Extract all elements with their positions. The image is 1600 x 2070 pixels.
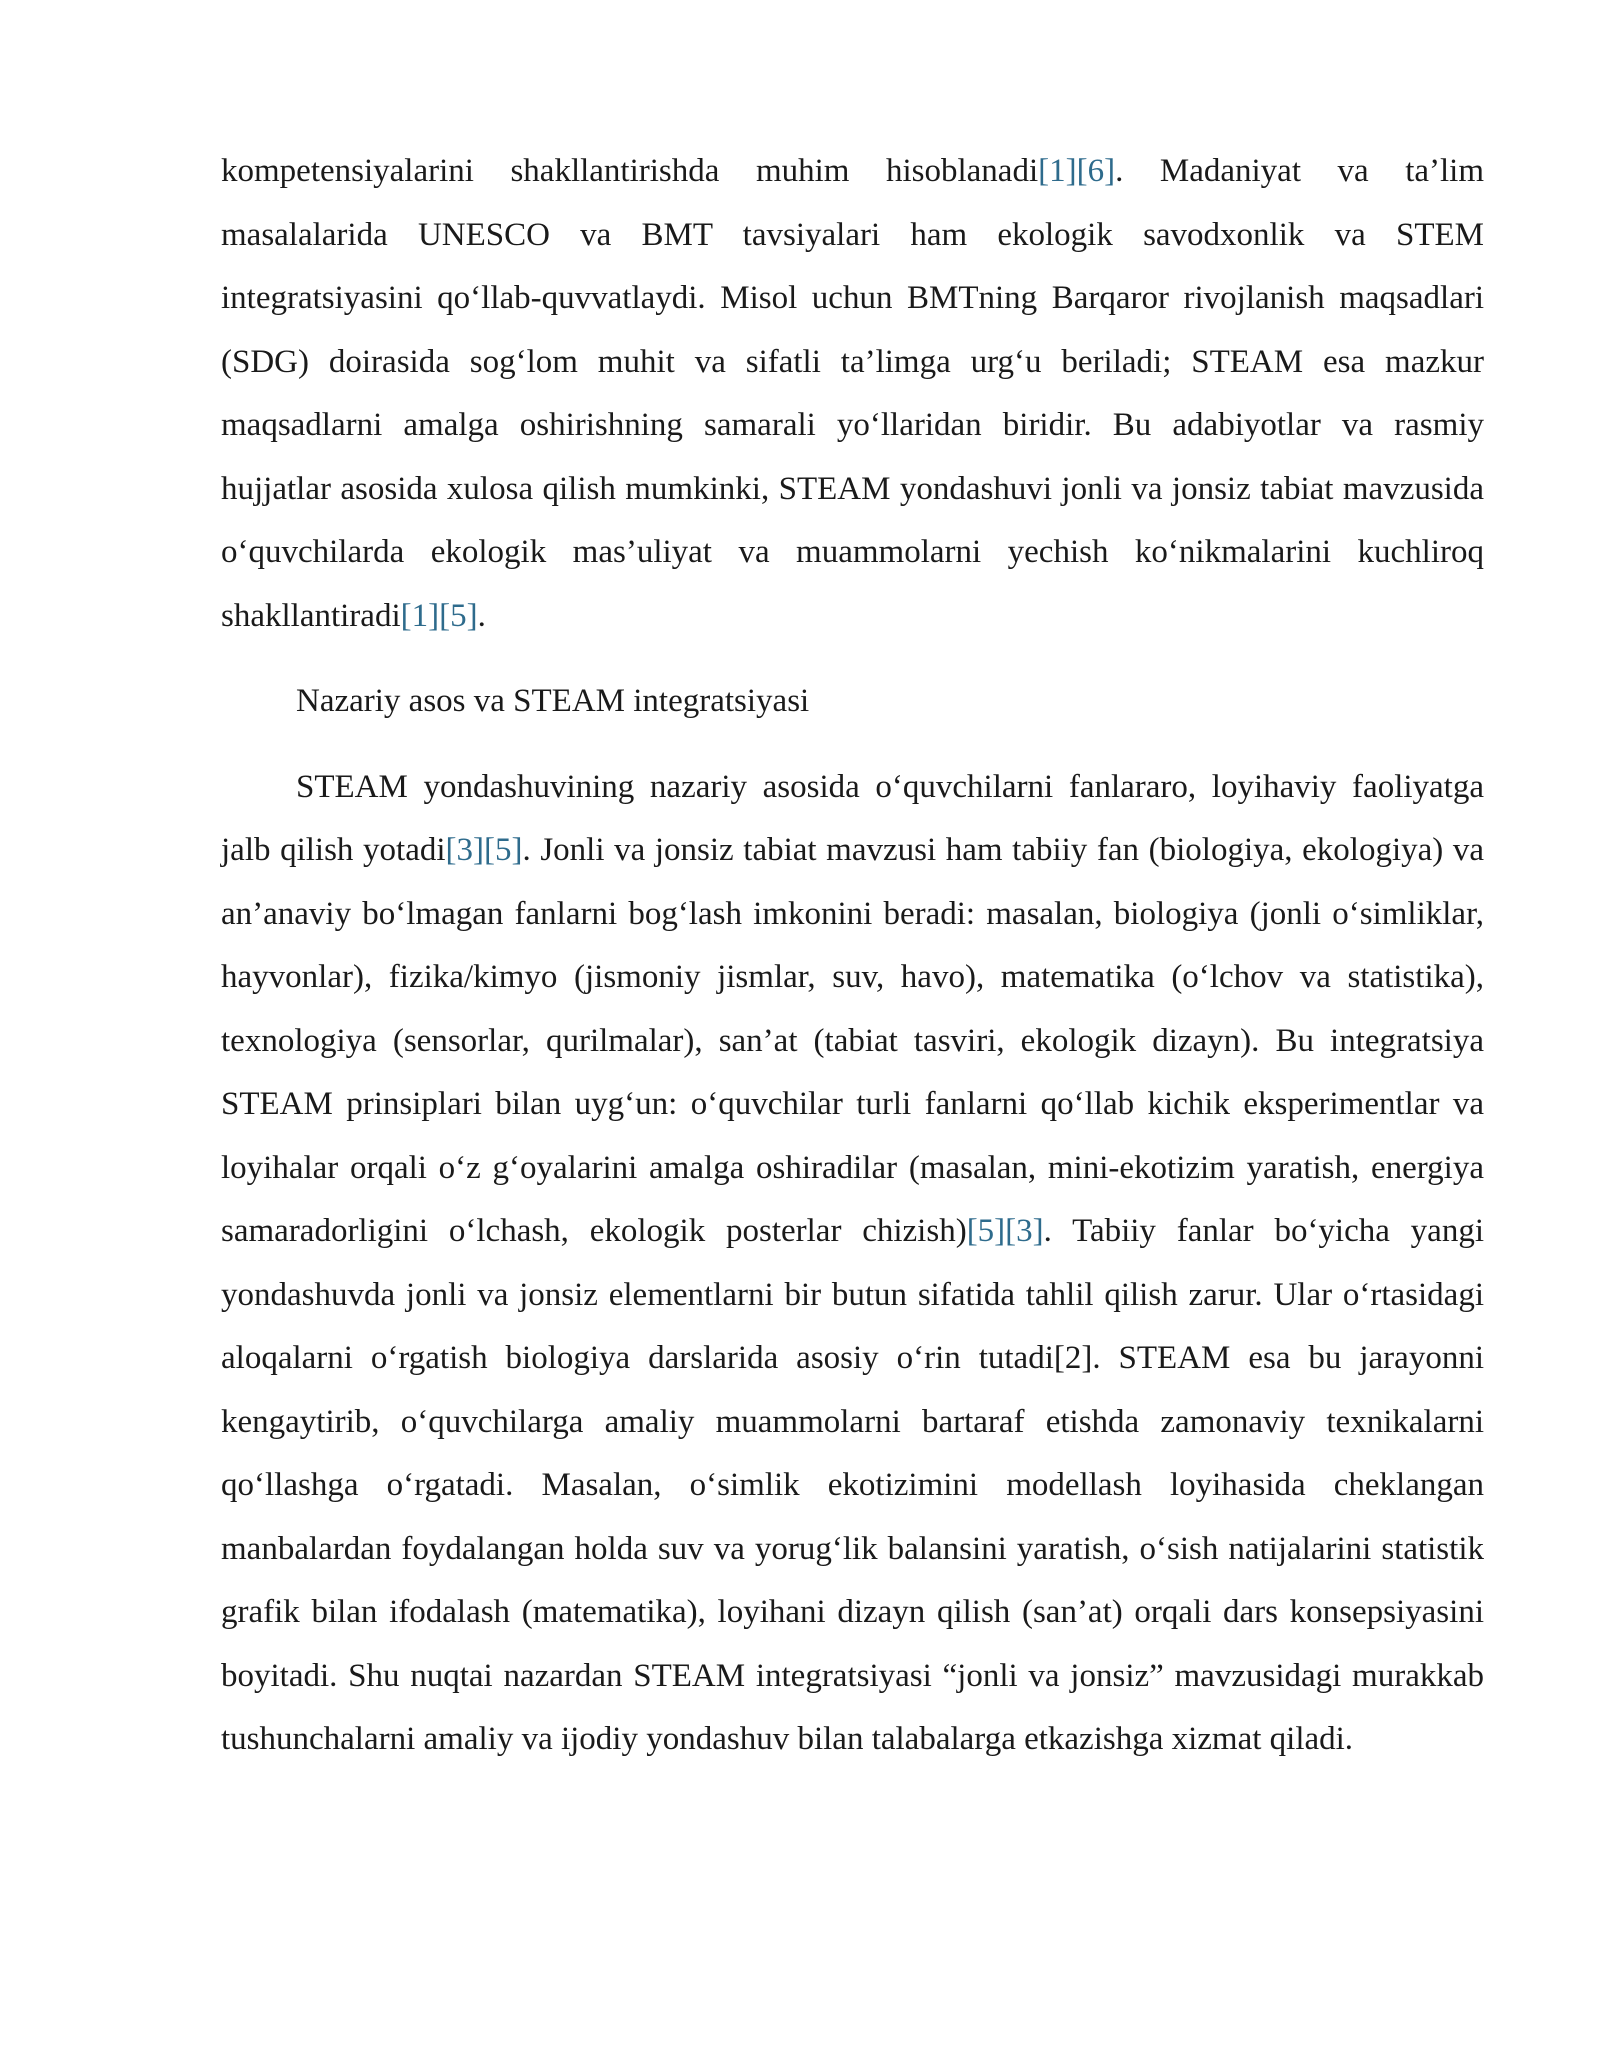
citation-link[interactable]: [3][5] [445, 832, 523, 868]
body-paragraph-1 [221, 140, 1484, 648]
section-heading: Nazariy asos va STEAM integratsiyasi [296, 683, 810, 719]
citation-link[interactable]: [1][5] [400, 597, 478, 634]
paragraph-text: . Tabiiy fanlar bo‘yicha yangi yondashuvda jonli va jonsiz elementlarni bir butun sifatida tahlil qilish zarur. Ular o‘rtasidagi aloqalarni o‘rgatish biologiya darslarida asosiy o‘rin tutadi[2]. STEAM esa bu jarayonni kengaytirib, o‘quvchilarga amaliy muammolarni bartaraf etishda zamonaviy texnikalarni qo‘llashga o‘rgatadi. Masalan, o‘simlik ekotizimini modellash loyihasida cheklangan manbalardan foydalangan holda suv va yorug‘lik balansini yaratish, o‘sish natijalarini statistik grafik bilan ifodalash (matematika), loyihani dizayn qilish (san’at) orqali dars konsepsiyasini boyitadi. Shu nuqtai nazardan STEAM integratsiyasi “jonli va jonsiz” mavzusidagi murakkab tushunchalarni amaliy va ijodiy yondashuv bilan talabalarga etkazishga xizmat qiladi. [221, 1213, 1484, 1757]
citation-link[interactable]: [1][6] [1038, 153, 1116, 189]
citation-link[interactable]: [5][3] [966, 1213, 1044, 1249]
paragraph-text: . Madaniyat va ta’lim masalalarida UNESCO va BMT tavsiyalari ham ekologik savodxonlik va STEM integratsiyasini qo‘llab-quvvatlaydi. Misol uchun BMTning Barqaror rivojlanish maqsadlari (SDG) doirasida sog‘lom muhit va sifatli ta’limga urg‘u beriladi; STEAM esa mazkur maqsadlarni amalga oshirishning samarali yo‘llaridan biridir. Bu adabiyotlar va rasmiy hujjatlar asosida xulosa qilish mumkinki, STEAM yondashuvi jonli va jonsiz tabiat mavzusida o‘quvchilarda ekologik mas’uliyat va muammolarni yechish ko‘nikmalarini kuchliroq shakllantiradi [221, 153, 1484, 634]
document-page [221, 140, 1484, 1772]
paragraph-text: . [477, 597, 486, 634]
body-paragraph-2 [221, 756, 1484, 1772]
paragraph-text: . Jonli va jonsiz tabiat mavzusi ham tabiiy fan (biologiya, ekologiya) va an’anaviy bo‘lmagan fanlarni bog‘lash imkonini beradi: masalan, biologiya (jonli o‘simliklar, hayvonlar), fizika/kimyo (jismoniy jismlar, suv, havo), matematika (o‘lchov va statistika), texnologiya (sensorlar, qurilmalar), san’at (tabiat tasviri, ekologik dizayn). Bu integratsiya STEAM prinsiplari bilan uyg‘un: o‘quvchilar turli fanlarni qo‘llab kichik eksperimentlar va loyihalar orqali o‘z g‘oyalarini amalga oshiradilar (masalan, mini-ekotizim yaratish, energiya samaradorligini o‘lchash, ekologik posterlar chizish) [221, 832, 1484, 1249]
paragraph-text: STEAM yondashuvining nazariy asosida o‘quvchilarni fanlararo, loyihaviy faoliyatga jalb qilish yotadi [221, 768, 1484, 868]
paragraph-text: kompetensiyalarini shakllantirishda muhim hisoblanadi [221, 153, 1039, 189]
